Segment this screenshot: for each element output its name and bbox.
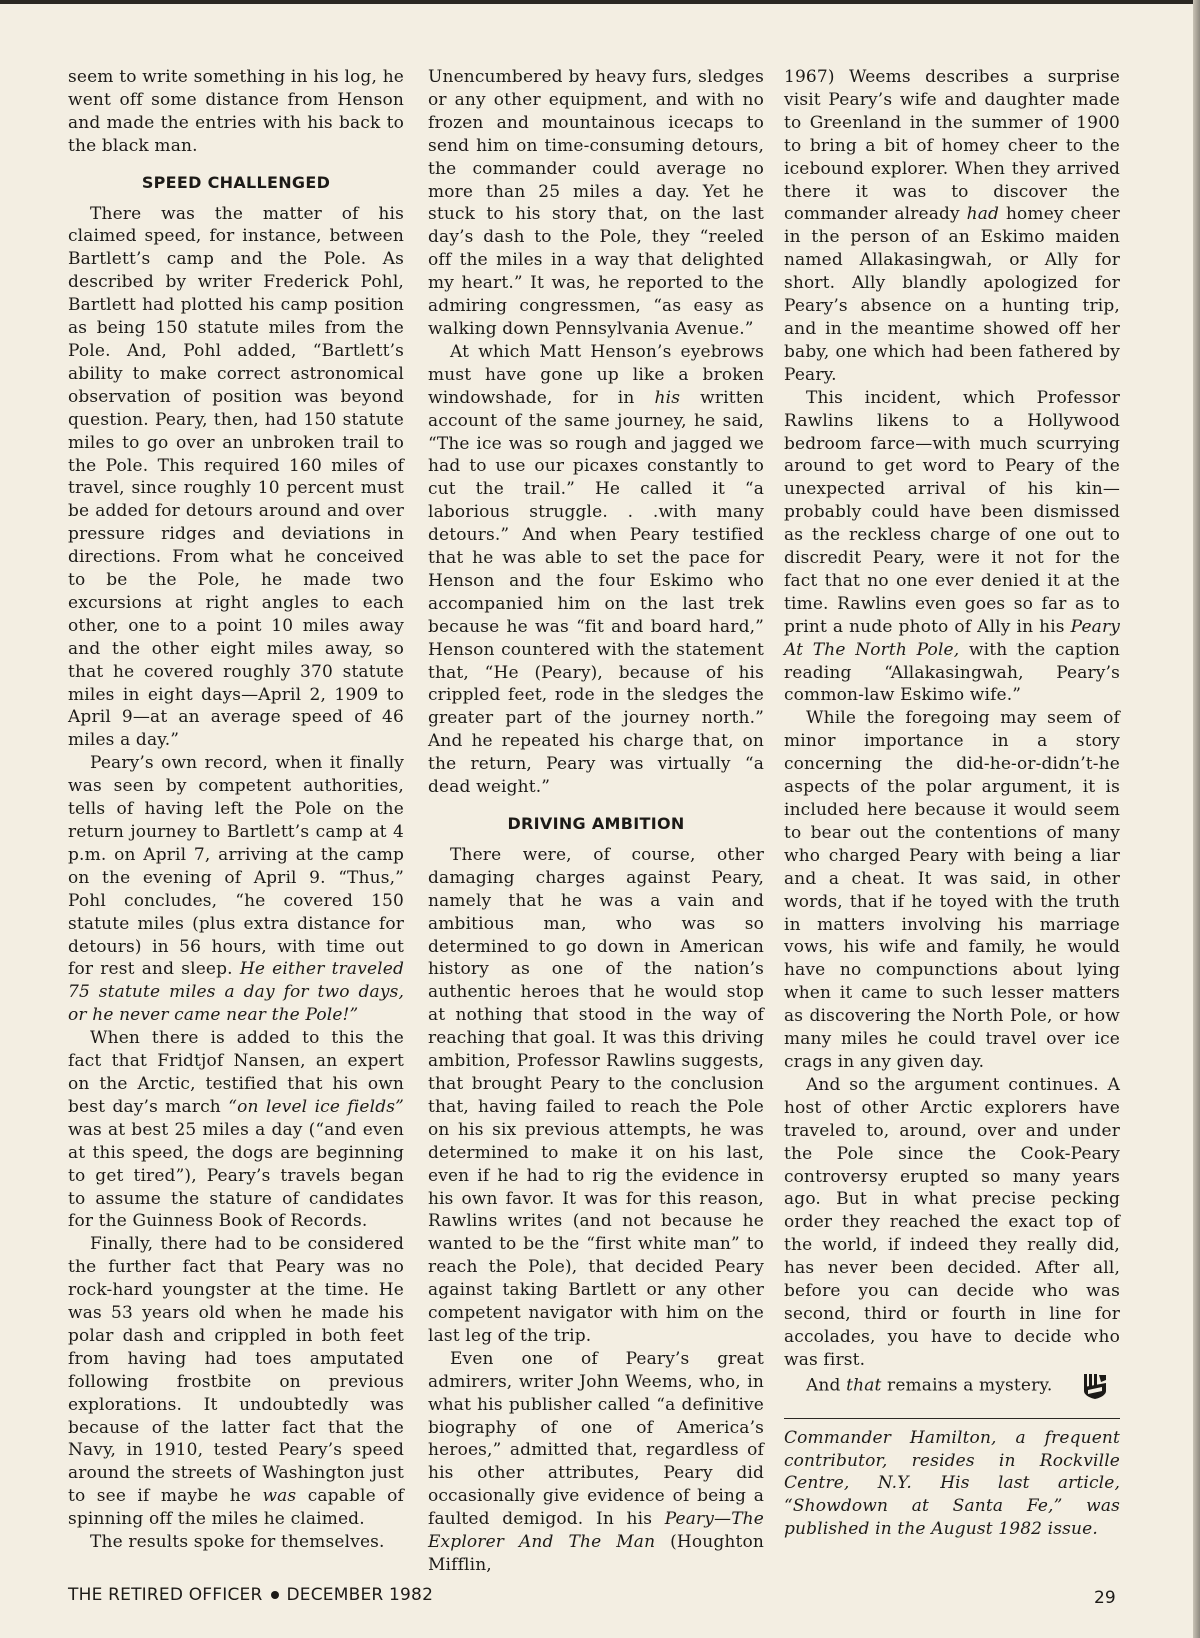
article-column-3 — [784, 66, 1120, 1541]
bullet-icon — [271, 1591, 279, 1599]
italic-book-title: Peary—The Explorer And The Man — [428, 1509, 764, 1553]
italic-word: was — [262, 1486, 297, 1507]
paragraph: And so the argument continues. A host of other Arctic explorers have traveled to, around, over and under the Pole since the Cook-Peary controversy erupted so many years ago. But in what precise pecking order they reached the exact top of the world, if indeed they really did, has never been decided. After all, before you can decide who was second, third or fourth in line for accolades, you have to decide who was first. — [784, 1074, 1120, 1370]
magazine-name: THE RETIRED OFFICER — [68, 1585, 263, 1605]
paragraph: The results spoke for themselves. — [90, 1532, 385, 1553]
italic-quote: He either traveled 75 statute miles a day for two days, or he never came near the Pole!” — [68, 959, 405, 1026]
article-column-1 — [68, 66, 404, 1554]
author-bio: Commander Hamilton, a frequent contributor, resides in Rockville Centre, N.Y. His last article, “Showdown at Santa Fe,” was published in the August 1982 issue. — [784, 1427, 1120, 1540]
paragraph: There were, of course, other damaging charges against Peary, namely that he was a vain and ambitious man, who was so determined to go down in American history as one of the nation’s authentic heroes that he would stop at nothing that stood in the way of reaching that goal. It was this driving ambition, Professor Rawlins suggests, that brought Peary to the conclusion that, having failed to reach the Pole on his six previous attempts, he was determined to make it on his last, even if he had to rig the evidence in his own favor. It was for this reason, Rawlins writes (and not because he wanted to be the “first white man” to reach the Pole), that decided Peary against taking Bartlett or any other competent navigator with him on the last leg of the trip. — [428, 844, 764, 1346]
italic-word: had — [966, 204, 1000, 225]
page-binding-edge — [1193, 0, 1200, 1638]
paragraph: This incident, which Professor Rawlins likens to a Hollywood bedroom farce—with much scurrying around to get word to Peary of the unexpected arrival of his kin—probably could have been dismissed as the reckless charge of one out to discredit Peary, were it not for the fact that no one ever denied it at the time. Rawlins even goes so far as to print a nude photo of Ally in his Peary At The North Pole, with the caption reading “Allakasingwah, Peary’s common-law Eskimo wife.” — [784, 387, 1120, 706]
paragraph: Even one of Peary’s great admirers, writer John Weems, who, in what his publisher called “a definitive biography of one of America’s heroes,” admitted that, regardless of his other attributes, Peary did occasionally give evidence of being a faulted demigod. In his Peary—The Explorer And The Man (Houghton Mifflin, — [428, 1348, 764, 1575]
issue-date: DECEMBER 1982 — [286, 1585, 434, 1605]
paragraph: When there is added to this the fact that Fridtjof Nansen, an expert on the Arctic, testified that his own best day’s march “on level ice fields” was at best 25 miles a day (“and even at this speed, the dogs are beginning to get tired”), Peary’s travels began to assume the stature of candidates for the Guinness Book of Records. — [68, 1028, 404, 1232]
footer-publication — [68, 1585, 433, 1605]
italic-word: his — [654, 387, 681, 408]
paragraph: While the foregoing may seem of minor importance in a story concerning the did-he-or-didn’t-he aspects of the polar argument, it is included here because it would seem to bear out the contentions of many who charged Peary with being a liar and a cheat. It was said, in other words, that if he toyed with the truth in matters involving his marriage vows, his wife and family, he would have no compunctions about lying when it came to such lesser matters as discovering the North Pole, or how many miles he could travel over ice crags in any given day. — [784, 708, 1120, 1072]
italic-word: that — [846, 1375, 882, 1396]
page-top-edge — [0, 0, 1200, 4]
paragraph: 1967) Weems describes a surprise visit Peary’s wife and daughter made to Greenland in the summer of 1900 to bring a bit of homey cheer to the icebound explorer. When they arrived there it was to discover the commander already had homey cheer in the person of an Eskimo maiden named Allakasingwah, or Ally for short. Ally blandly apologized for Peary’s absence on a hunting trip, and in the meantime showed off her baby, one which had been fathered by Peary. — [784, 67, 1120, 385]
section-heading-driving-ambition: DRIVING AMBITION — [507, 814, 685, 833]
paragraph: seem to write something in his log, he went off some distance from Henson and made the entries with his back to the black man. — [68, 67, 404, 156]
bio-divider — [784, 1418, 1120, 1419]
paragraph: Finally, there had to be considered the further fact that Peary was no rock-hard youngster at the time. He was 53 years old when he made his polar dash and crippled in both feet from having had toes amputated following frostbite on previous explorations. It undoubtedly was because of the latter fact that the Navy, in 1910, tested Peary’s speed around the streets of Washington just to see if maybe he was capable of spinning off the miles he claimed. — [68, 1234, 404, 1530]
italic-book-title: Peary At The North Pole, — [784, 616, 1120, 660]
paragraph: Unencumbered by heavy furs, sledges or any other equipment, and with no frozen and mountainous icecaps to send him on time-consuming detours, the commander could average no more than 25 miles a day. Yet he stuck to his story that, on the last day’s dash to the Pole, they “reeled off the miles in a way that delighted my heart.” It was, he reported to the admiring congressmen, “as easy as walking down Pennsylvania Avenue.” — [428, 67, 764, 339]
paragraph: There was the matter of his claimed speed, for instance, between Bartlett’s camp and the Pole. As described by writer Frederick Pohl, Bartlett had plotted his camp position as being 150 statute miles from the Pole. And, Pohl added, “Bartlett’s ability to make correct astronomical observation of position was beyond question. Peary, then, had 150 statute miles to go over an unbroken trail to the Pole. This required 160 miles of travel, since roughly 10 percent must be added for detours around and over pressure ridges and deviations in directions. From what he conceived to be the Pole, he made two excursions at right angles to each other, one to a point 10 miles away and the other eight miles away, so that he covered roughly 370 statute miles in eight days—April 2, 1909 to April 9—at an average speed of 46 miles a day.” — [68, 203, 404, 751]
italic-quote: “on level ice fields” — [228, 1096, 404, 1117]
end-mark-icon — [1082, 1372, 1108, 1400]
paragraph: Peary’s own record, when it finally was seen by competent authorities, tells of having left the Pole on the return journey to Bartlett’s camp at 4 p.m. on April 7, arriving at the camp on the evening of April 9. “Thus,” Pohl concludes, “he covered 150 statute miles (plus extra distance for detours) in 56 hours, with time out for rest and sleep. He either traveled 75 statute miles a day for two days, or he never came near the Pole!” — [68, 753, 405, 1026]
section-heading-speed-challenged: SPEED CHALLENGED — [141, 172, 331, 192]
article-column-2 — [428, 66, 764, 1577]
paragraph: At which Matt Henson’s eyebrows must have gone up like a broken windowshade, for in his written account of the same journey, he said, “The ice was so rough and jagged we had to use our picaxes constantly to cut the trail.” He called it “a laborious struggle. . .with many detours.” And when Peary testified that he was able to set the pace for Henson and the four Eskimo who accompanied him on the last trek because he was “fit and board hard,” Henson countered with the statement that, “He (Peary), because of his crippled feet, rode in the sledges the greater part of the journey north.” And he repeated his charge that, on the return, Peary was virtually “a dead weight.” — [428, 341, 764, 798]
paragraph-closing: And that remains a mystery. — [784, 1372, 1120, 1400]
page-number: 29 — [1094, 1588, 1116, 1608]
